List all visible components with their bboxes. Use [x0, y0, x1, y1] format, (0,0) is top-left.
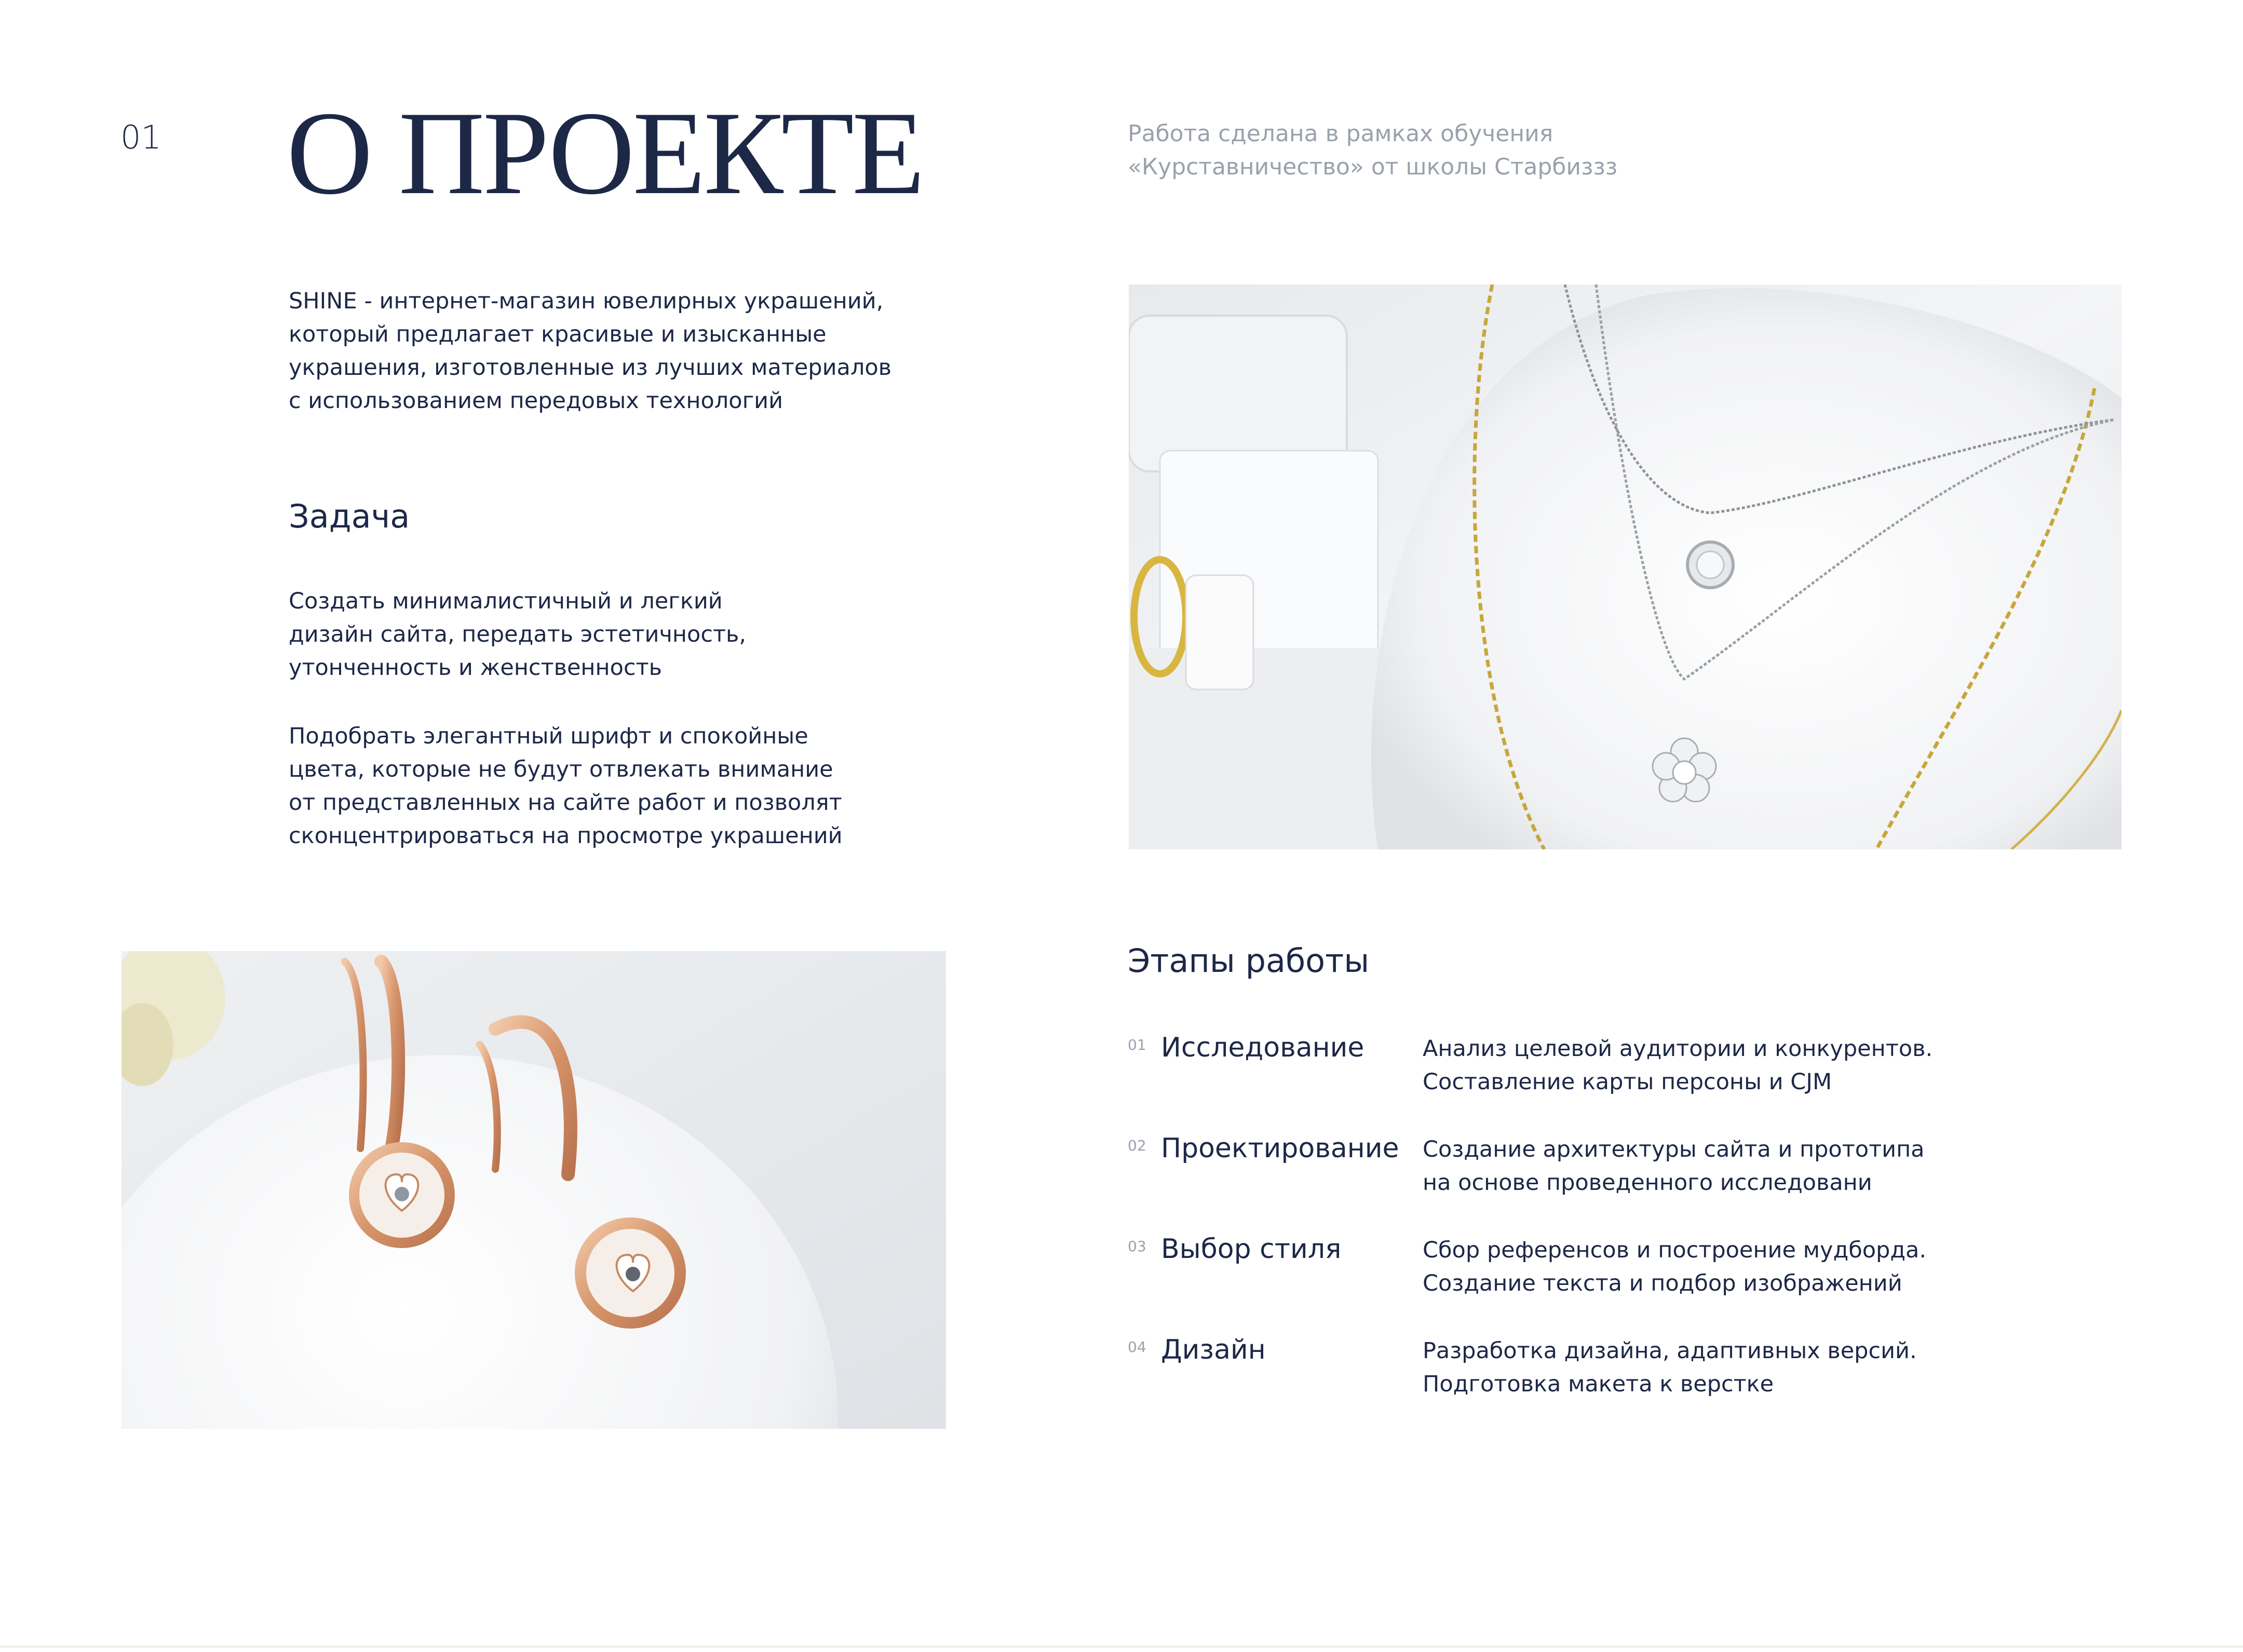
stage-name: Выбор стиля — [1161, 1234, 1342, 1265]
stage-number: 04 — [1128, 1338, 1146, 1356]
intro-line: с использованием передовых технологий — [289, 388, 783, 414]
subtitle-line: Работа сделана в рамках обучения — [1128, 120, 1553, 147]
necklace-photo — [1129, 285, 2122, 849]
task-line: утонченность и женственность — [289, 655, 662, 681]
stage-desc-line: Анализ целевой аудитории и конкурентов. — [1423, 1036, 1933, 1062]
task-paragraph-2 — [289, 720, 964, 852]
stage-desc-line: Подготовка макета к верстке — [1423, 1371, 1774, 1397]
stage-desc-line: Сбор референсов и построение мудборда. — [1423, 1237, 1927, 1263]
stage-description — [1423, 1032, 1933, 1099]
bottom-divider — [0, 1646, 2243, 1648]
stage-description — [1423, 1133, 1925, 1199]
earrings-photo — [121, 951, 946, 1429]
stage-desc-line: Разработка дизайна, адаптивных версий. — [1423, 1338, 1917, 1364]
stage-item — [1128, 1032, 2156, 1115]
stage-name: Исследование — [1161, 1032, 1364, 1063]
task-line: сконцентрироваться на просмотре украшений — [289, 823, 843, 849]
task-line: от представленных на сайте работ и позволят — [289, 790, 842, 816]
task-paragraph-1 — [289, 585, 964, 684]
stage-desc-line: на основе проведенного исследовани — [1423, 1170, 1872, 1196]
intro-line: SHINE - интернет-магазин ювелирных украшений, — [289, 288, 884, 314]
stage-description — [1423, 1234, 1926, 1300]
task-line: Подобрать элегантный шрифт и спокойные — [289, 723, 808, 749]
stage-number: 03 — [1128, 1238, 1146, 1255]
project-subtitle — [1128, 117, 1751, 184]
intro-paragraph — [289, 285, 964, 417]
task-line: дизайн сайта, передать эстетичность, — [289, 621, 747, 647]
stage-item — [1128, 1133, 2156, 1216]
task-line: цвета, которые не будут отвлекать внимание — [289, 756, 833, 782]
page-title: О ПРОЕКТЕ — [287, 87, 923, 219]
section-number: 01 — [120, 118, 161, 156]
stage-desc-line: Составление карты персоны и CJM — [1423, 1069, 1832, 1095]
task-heading: Задача — [289, 497, 410, 535]
stage-name: Дизайн — [1161, 1334, 1266, 1365]
stages-heading: Этапы работы — [1128, 942, 1370, 980]
intro-line: украшения, изготовленные из лучших материалов — [289, 355, 892, 381]
stage-desc-line: Создание текста и подбор изображений — [1423, 1270, 1902, 1296]
subtitle-line: «Курставничество» от школы Старбиззз — [1128, 154, 1618, 180]
intro-line: который предлагает красивые и изысканные — [289, 321, 827, 347]
stage-description — [1423, 1334, 1917, 1401]
stage-item — [1128, 1334, 2156, 1417]
task-line: Создать минималистичный и легкий — [289, 588, 723, 614]
stage-number: 01 — [1128, 1036, 1146, 1053]
stage-desc-line: Создание архитектуры сайта и прототипа — [1423, 1136, 1925, 1162]
stage-item — [1128, 1234, 2156, 1317]
stage-name: Проектирование — [1161, 1133, 1399, 1164]
stage-number: 02 — [1128, 1137, 1146, 1154]
